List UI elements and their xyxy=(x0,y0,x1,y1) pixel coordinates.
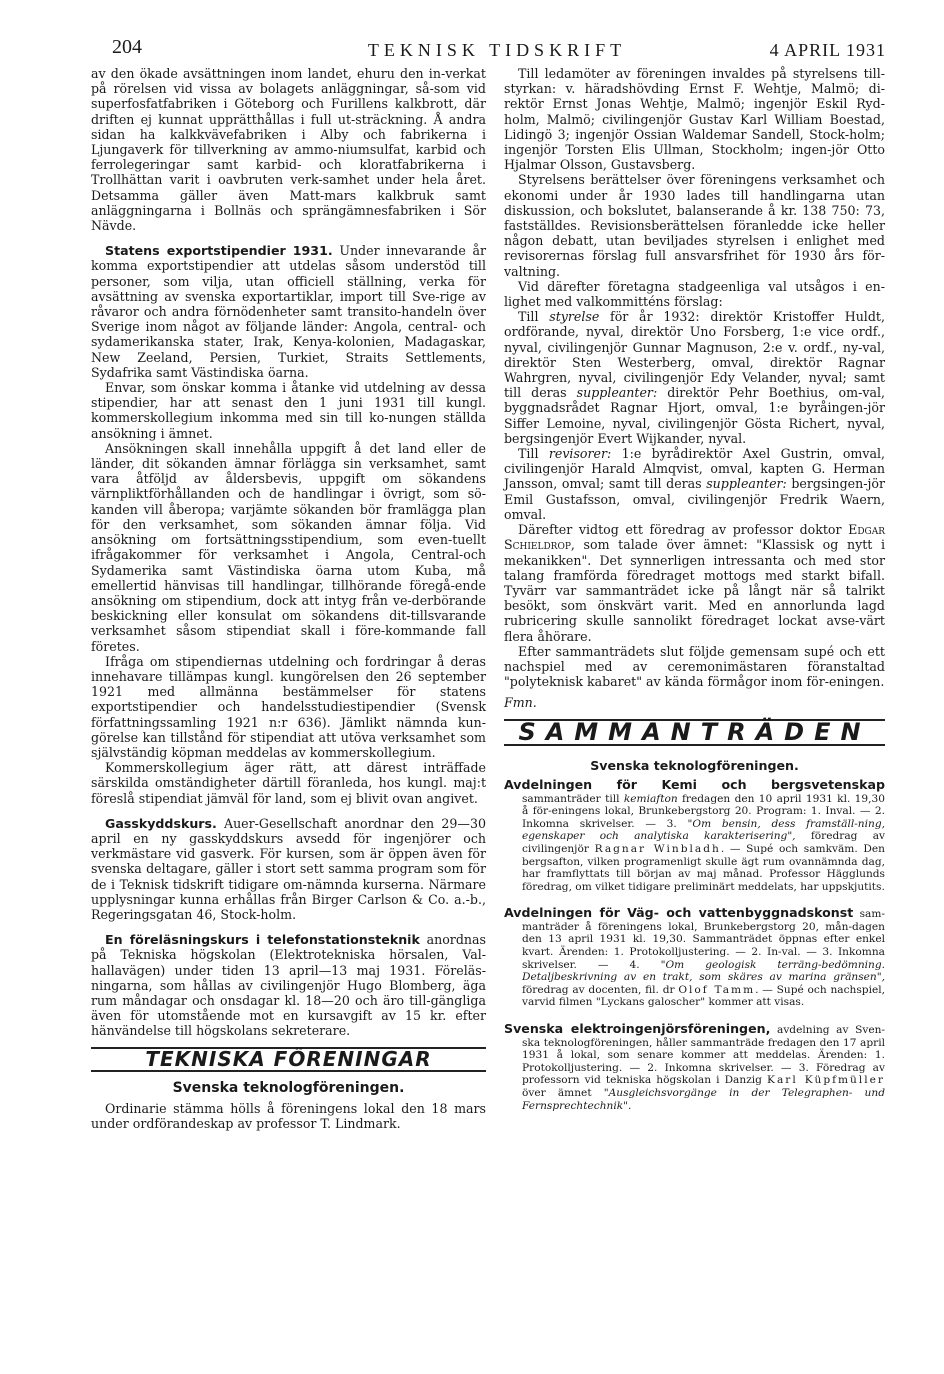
elections-paragraph: Vid därefter företagna stadgeenliga val utsågos i en-lighet med valkommitténs förslag: xyxy=(504,278,885,310)
lecturer-name: Edgar Schieldrop xyxy=(504,522,885,553)
intro-paragraph: av den ökade avsättningen inom landet, ehuru den in-verkat på rörelsen vid vissa av bolagets anläggningar, så-som vid superfosfatfabriken i Göteborg och Furillens kalkbrott, där driften ej kunnat upprätthållas i full ut-sträckning. Å andra sidan ha kalkkvävefabriken i Alby och fabrikerna i Ljungaverk för tillverkning av ammo-niumsulfat, karbid och ferrolegeringar samt karbid- och kloratfabrikerna i Trollhättan varit i oavbruten verk-samhet under hela året. Detsamma gäller även Matt-mars kalkbruk samt anläggningarna i Bollnäs och sprängämnesfabriken i Sör Nävde. xyxy=(91,66,486,234)
board-report-paragraph: Styrelsens berättelser över föreningens verksamhet och ekonomi under år 1930 lades till handlingarna utan diskussion, och bokslutet, balanserande å kr. 138 750: 73, fastställdes. Revisionsberättelsen föranledde icke heller någon debatt, utan beviljades styrelsen i enlighet med revisorernas förslag full ansvarsfrihet för 1930 års för-valtning. xyxy=(504,172,885,279)
signature: Fmn. xyxy=(504,695,537,711)
kemi-notice: Avdelningen för Kemi och bergsvetenskap sammanträder till kemiafton fredagen den 10 april 1931 kl. 19,30 å för-eningens lokal, Brunkebergstorg 20. Program: 1. Inval. — 2. Inkomna skrivelser. — 3. "Om bensin, dess framställ-ning, egenskaper och analytiska karakterisering", föredrag av civilingenjör Ragnar Winbladh. — Supé och samkväm. Den bergsafton, vilken programenligt skulle ägt rum ovannämnda dag, har framflyttats till början av maj månad. Professor Hägglunds föredrag, om vilket tidigare preliminärt meddelats, har uppskjutits. xyxy=(504,776,886,893)
lecture-paragraph: Därefter vidtog ett föredrag av professor doktor Edgar Schieldrop, som talade över ämnet: "Klassisk og nytt i mekanikken". Det synnerligen intressanta och med stor talang framförda föredraget mottogs med starkt bifall. Tyvärr var sammanträdet icke på långt när så talrikt besökt, som önskvärt varit. Med en annorlunda lagd rubricering skulle sannolikt föredraget lockat avse-värt flera åhörare. xyxy=(504,522,885,644)
members-paragraph: Till ledamöter av föreningen invaldes på styrelsens till-styrkan: v. häradshövding Ernst F. Wehtje, Malmö; di-rektör Ernst Jonas Wehtje, Malmö; ingenjör Eskil Ryd-holm, Malmö; civilingenjör Gustav Karl William Boestad, Lidingö 3; ingenjör Ossian Waldemar Sandell, Stock-holm; ingenjör Torsten Elis Ullman, Stockholm; ingen-jör Otto Hjalmar Olsson, Gustavsberg. xyxy=(504,66,885,173)
statens-paragraph-2: Envar, som önskar komma i åtanke vid utdelning av dessa stipendier, har att senast den 1 juni 1931 till kungl. kommerskollegium inkomma med sin till ko-nungen ställda ansökning i ämnet. xyxy=(91,380,486,441)
supper-paragraph: Efter sammanträdets slut följde gemensam supé och ett nachspiel med av ceremonimästaren föranstaltad "polyteknisk kabaret" av kända förmågor inom för-eningen. xyxy=(504,643,885,690)
svtf-heading-2: Svenska teknologföreningen. xyxy=(590,757,799,773)
revisorer-paragraph: Till revisorer: 1:e byrådirektör Axel Gustrin, omval, civilingenjör Harald Almqvist, omval, kapten G. Herman Jansson, omval; samt till deras suppleanter: bergsingen-jör Emil Gustafsson, omval, civilingenjör Fredrik Waern, omval. xyxy=(504,446,885,522)
statens-paragraph-5: Kommerskollegium äger rätt, att därest inträffade särskilda omständigheter därtill föranleda, hos kungl. maj:t föreslå stipendiat jämväl för land, som ej blivit ovan angivet. xyxy=(91,760,486,806)
statens-paragraph-1: Statens exportstipendier 1931. Under innevarande år komma exportstipendier att utdelas såsom understöd till personer, som vilja, utan officiell ställning, verka för avsättning av svenska exportartiklar, import till Sve-rige av råvaror och andra förnödenheter samt transito-handeln över Sverige inom något av följande länder: Angola, central- och sydamerikanska stater, Irak, Kenya-kolonien, Madagaskar, New Zeeland, Persien, Turkiet, Straits Settlements, Sydafrika samt Västindiska öarna. xyxy=(91,243,486,380)
page-header xyxy=(108,36,886,62)
issue-date: 4 APRIL 1931 xyxy=(769,40,886,60)
left-column xyxy=(91,66,486,1131)
forelasning-heading: En föreläsningskurs i telefonstationsteknik xyxy=(105,932,420,948)
elektro-notice: Svenska elektroingenjörsföreningen, avdelning av Sven-ska teknologföreningen, håller sammanträde fredagen den 17 april 1931 å lokal, som senare kommer att meddelas. Ärenden: 1. Protokolljustering. — 2. Inkomna skrivelser. — 3. Föredrag av professorn vid tekniska högskolan i Danzig Karl Küpfmüller över ämnet "Ausgleichsvorgänge in der Telegraphen- und Fernsprechtechnik". xyxy=(504,1021,885,1112)
forelasning-paragraph: En föreläsningskurs i telefonstationsteknik anordnas på Tekniska högskolan (Elektrotekniska hörsalen, Val-hallavägen) under tiden 13 april—13 maj 1931. Föreläs-ningarna, som hållas av civilingenjör Hugo Blomberg, äga rum måndagar och onsdagar kl. 18—20 och äro till-gängliga även för utomstående mot en kursavgift av 15 kr. efter hänvändelse till högskolans sekreterare. xyxy=(91,932,486,1039)
gasskydd-paragraph: Gasskyddskurs. Auer-Gesellschaft anordnar den 29—30 april en ny gasskyddskurs avsedd för ingenjörer och verkmästare vid gasverk. För kursen, som är öppen även för svenska deltagare, gäller i stort sett samma program som för de i Teknisk tidskrift tidigare om-nämnda kurserna. Närmare upplysningar kunna erhållas från Birger Carlson & Co. a.-b., Regeringsgatan 46, Stock-holm. xyxy=(91,815,486,922)
page-number: 204 xyxy=(112,36,142,58)
svtf-paragraph: Ordinarie stämma hölls å föreningens lokal den 18 mars under ordförandeskap av professor T. Lindmark. xyxy=(91,1101,486,1132)
vag-notice: Avdelningen för Väg- och vattenbyggnadskonst sam-manträder å föreningens lokal, Brunkebergstorg 20, mån-dagen den 13 april 1931 kl. 19,30. Sammanträdet öppnas efter enkel kvart. Ärenden: 1. Protokolljustering. — 2. In-val. — 3. Inkomna skrivelser. — 4. "Om geologisk terräng-bedömning. Detaljbeskrivning av en trakt, som skäres av marina gränsen", föredrag av docenten, fil. dr Olof Tamm. — Supé och nachspiel, varvid filmen "Lyckans galoscher" kommer att visas. xyxy=(504,905,885,1009)
journal-title: TEKNISK TIDSKRIFT xyxy=(367,40,627,60)
gasskydd-heading: Gasskyddskurs. xyxy=(105,815,217,831)
right-column xyxy=(504,66,885,1112)
tekniska-foreningar-banner: TEKNISKA FÖRENINGAR xyxy=(91,1047,486,1072)
styrelse-paragraph: Till styrelse för år 1932: direktör Kristoffer Huldt, ordförande, nyval, direktör Uno Forsberg, 1:e vice ordf., nyval, civilingenjör Gunnar Magnuson, 2:e v. ordf., ny-val, direktör Sten Westerberg, omval, direktör Ragnar Wahrgren, nyval, civilingenjör Edy Velander, nyval; samt till deras suppleanter: direktör Pehr Boethius, om-val, byggnadsrådet Ragnar Hjort, omval, 1:e byråingen-jör Siffer Lemoine, nyval, civilingenjör Gösta Richert, nyval, bergsingenjör Evert Wijkander, nyval. xyxy=(504,309,885,446)
statens-paragraph-4: Ifråga om stipendiernas utdelning och fordringar å deras innehavare tillämpas kungl. kungörelsen den 26 september 1921 med allmänna bestämmelser för statens exportstipendier och handelsstudiestipendier (Svensk författningssamling 1921 n:r 636). Jämlikt nämnda kun-görelse kan tillstånd för stipendiat att utöva verksamhet som självständig köpman meddelas av kommerskollegium. xyxy=(91,653,486,760)
statens-heading: Statens exportstipendier 1931. xyxy=(105,243,333,259)
sammantraden-banner: SAMMANTRÄDEN xyxy=(504,719,885,746)
statens-paragraph-3: Ansökningen skall innehålla uppgift å det land eller de länder, dit sökanden ämnar förlägga sin verksamhet, samt vara åtföljd av åldersbevis, uppgift om sökandens värnpliktförhållanden och de handlingar i övrigt, som sö-kanden vill åberopa; varjämte sökanden bör framlägga plan för den verksamhet, som sökanden ämnar följa. Vid ansökning om fortsättningsstipendium, som even-tuellt ifrågakommer för verksamhet i Angola, Central-och Sydamerika samt Västindiska öarna utom Kuba, må emellertid hänvisas till handlingar, tillhörande föregå-ende ansökning om stipendium, dock att intyg från ve-derbörande beskickning eller konsulat om sökandens dit-tillsvarande verksamhet såsom stipendiat skall i före-kommande fall företes. xyxy=(91,440,486,654)
svtf-heading: Svenska teknologföreningen. xyxy=(172,1079,405,1096)
